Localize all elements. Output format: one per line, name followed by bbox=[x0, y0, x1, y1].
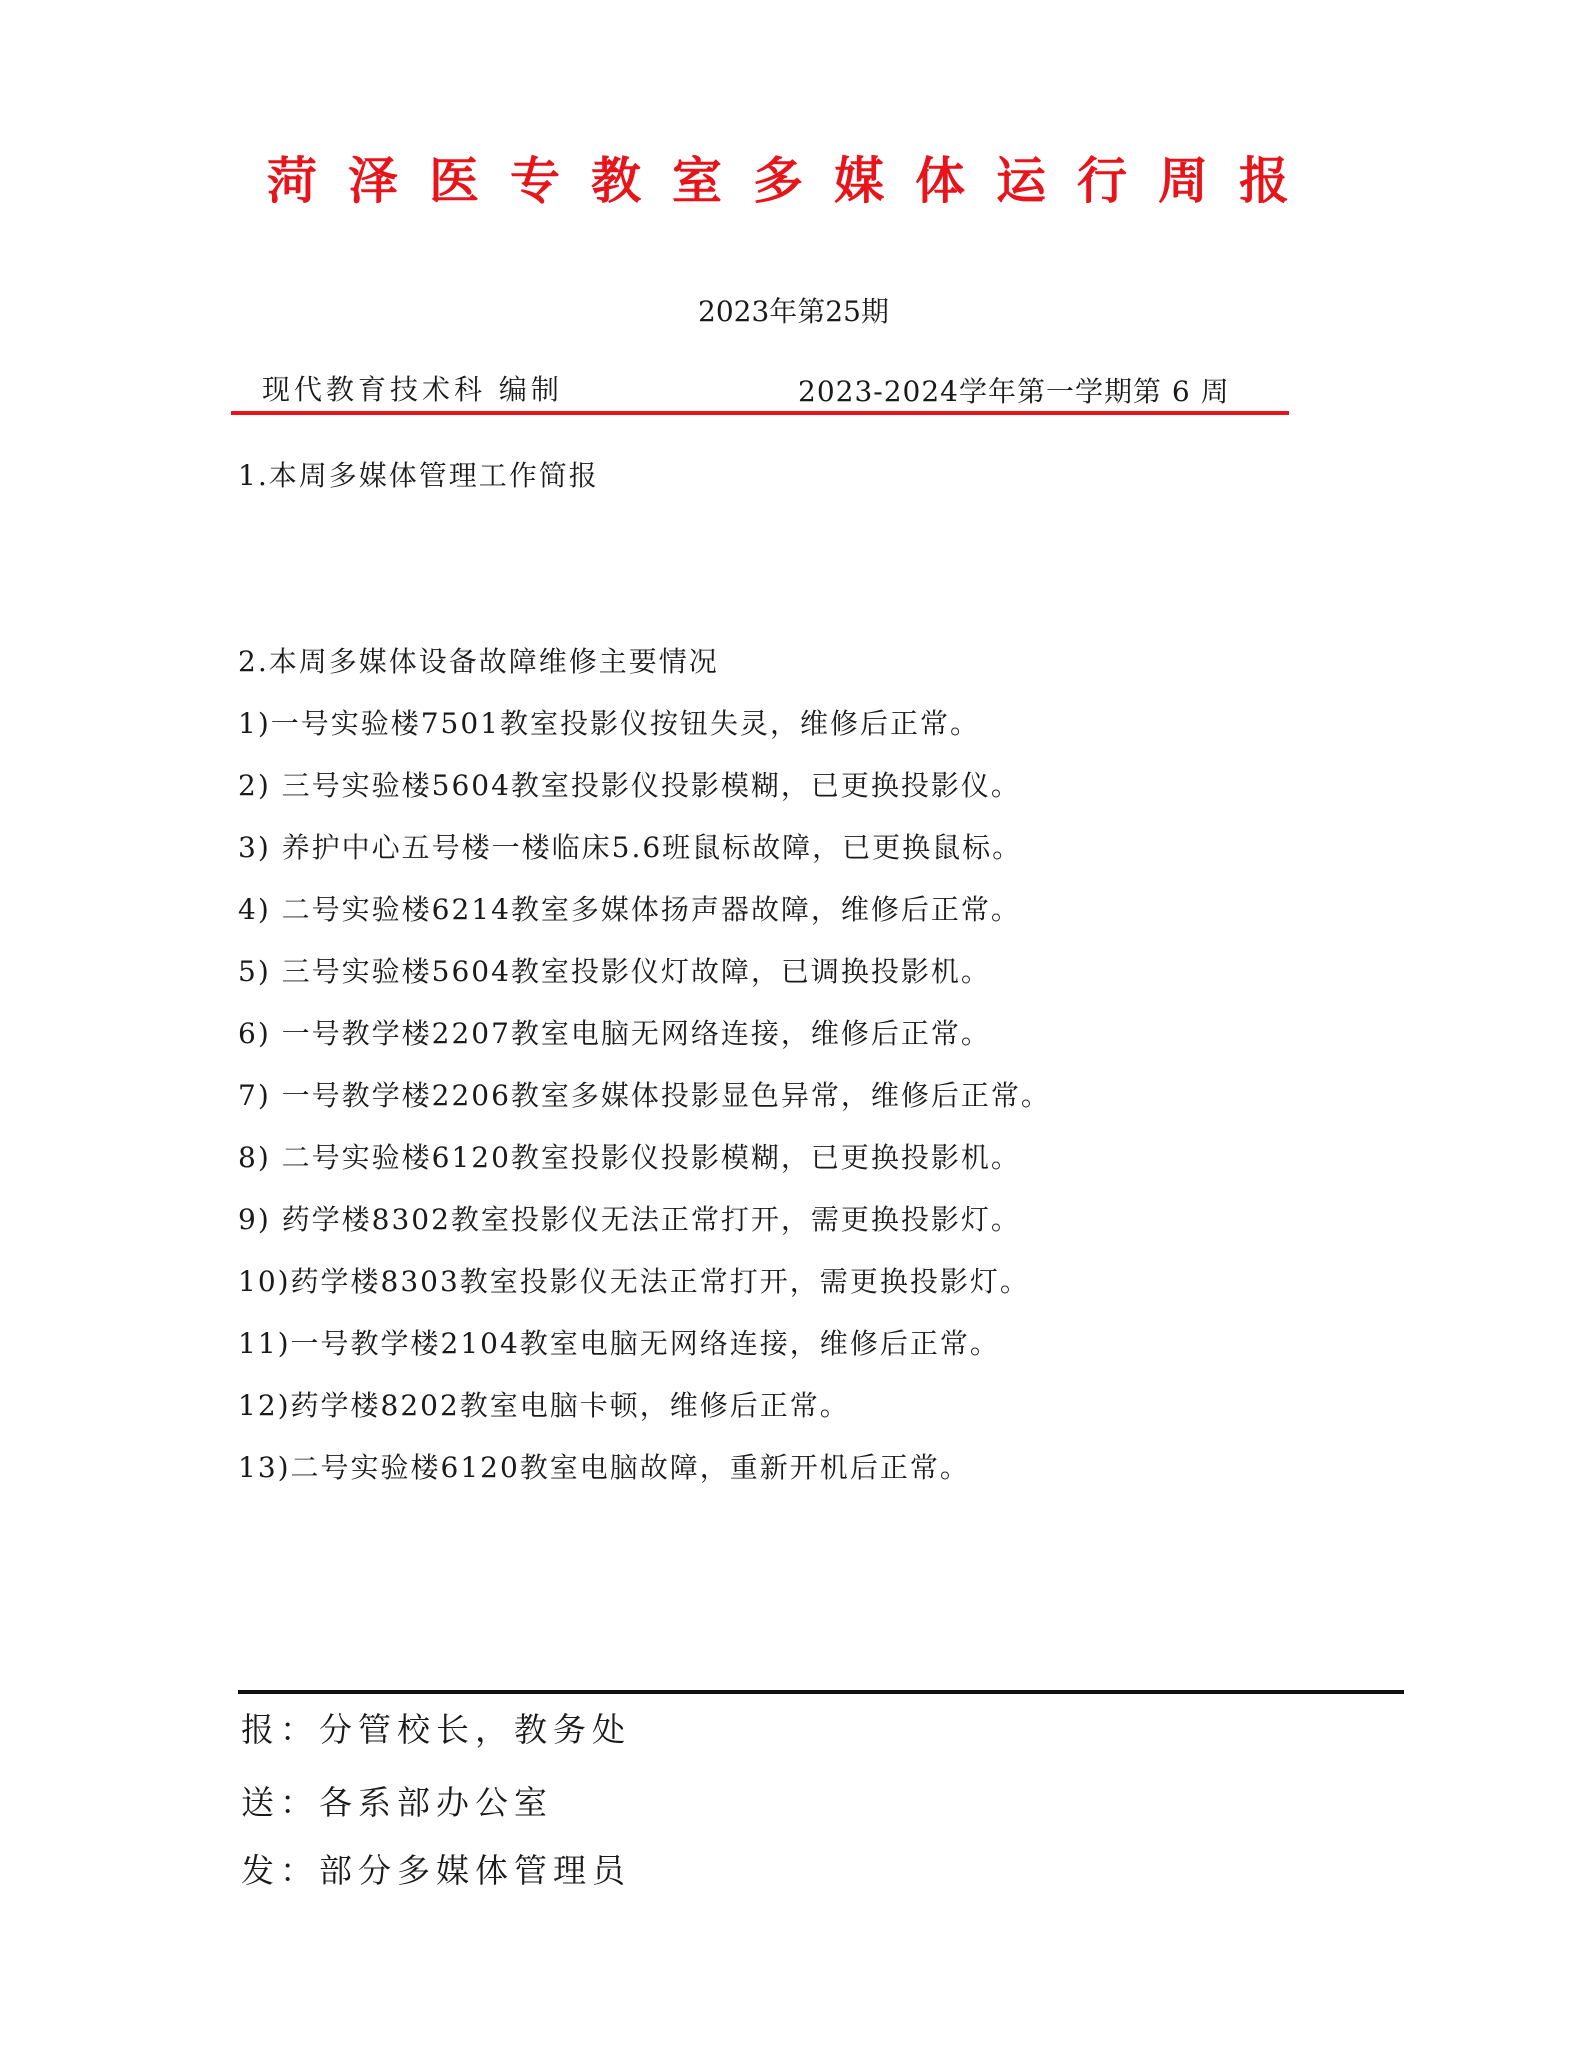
repairs-heading: 2.本周多媒体设备故障维修主要情况 bbox=[238, 645, 719, 678]
repair-list bbox=[238, 704, 1051, 1510]
list-item: 9) 药学楼8302教室投影仪无法正常打开，需更换投影灯。 bbox=[238, 1203, 1021, 1236]
issue-to-line: 发：部分多媒体管理员 bbox=[241, 1851, 631, 1890]
list-item: 13)二号实验楼6120教室电脑故障，重新开机后正常。 bbox=[238, 1451, 970, 1484]
list-item: 1)一号实验楼7501教室投影仪按钮失灵，维修后正常。 bbox=[238, 707, 980, 740]
list-item: 2) 三号实验楼5604教室投影仪投影模糊，已更换投影仪。 bbox=[238, 769, 1021, 802]
issue-number: 2023年第25期 bbox=[698, 295, 889, 328]
list-item: 5) 三号实验楼5604教室投影仪灯故障，已调换投影机。 bbox=[238, 955, 991, 988]
list-item: 11)一号教学楼2104教室电脑无网络连接，维修后正常。 bbox=[238, 1327, 1000, 1360]
list-item: 6) 一号教学楼2207教室电脑无网络连接，维修后正常。 bbox=[238, 1017, 991, 1050]
send-to-line: 送：各系部办公室 bbox=[241, 1783, 553, 1822]
header-divider bbox=[231, 411, 1289, 415]
list-item: 10)药学楼8303教室投影仪无法正常打开，需更换投影灯。 bbox=[238, 1265, 1030, 1298]
list-item: 3) 养护中心五号楼一楼临床5.6班鼠标故障，已更换鼠标。 bbox=[238, 831, 1023, 864]
list-item: 7) 一号教学楼2206教室多媒体投影显色异常，维修后正常。 bbox=[238, 1079, 1051, 1112]
footer-divider bbox=[238, 1690, 1404, 1694]
editor-line: 现代教育技术科 编制 bbox=[262, 373, 563, 406]
list-item: 12)药学楼8202教室电脑卡顿，维修后正常。 bbox=[238, 1389, 850, 1422]
list-item: 8) 二号实验楼6120教室投影仪投影模糊，已更换投影机。 bbox=[238, 1141, 1021, 1174]
list-item: 4) 二号实验楼6214教室多媒体扬声器故障，维修后正常。 bbox=[238, 893, 1021, 926]
report-to-line: 报：分管校长，教务处 bbox=[241, 1710, 631, 1749]
summary-heading: 1.本周多媒体管理工作简报 bbox=[238, 459, 599, 492]
report-title: 菏泽医专教室多媒体运行周报 bbox=[267, 151, 1320, 210]
term-week: 2023-2024学年第一学期第 6 周 bbox=[798, 375, 1230, 408]
